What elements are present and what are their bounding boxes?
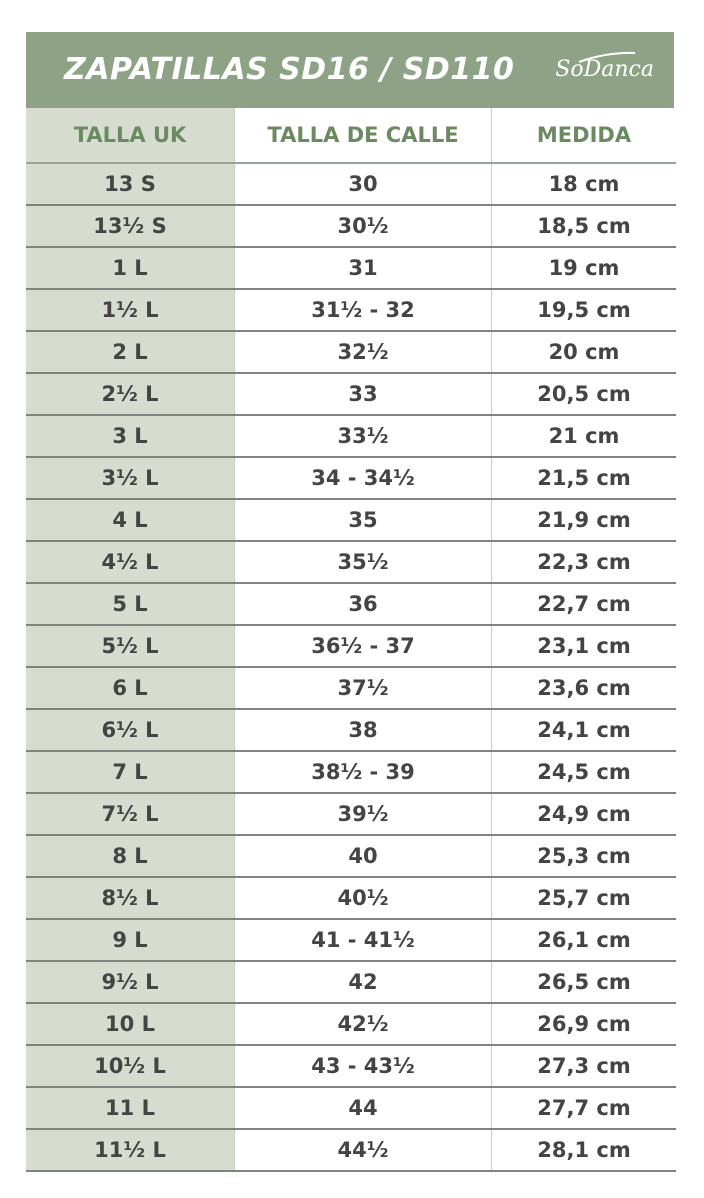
cell-street-size: 31½ - 32 bbox=[235, 289, 492, 331]
table-row bbox=[26, 583, 676, 625]
cell-measure: 22,3 cm bbox=[492, 541, 677, 583]
cell-measure: 27,3 cm bbox=[492, 1045, 677, 1087]
cell-measure: 27,7 cm bbox=[492, 1087, 677, 1129]
cell-street-size: 34 - 34½ bbox=[235, 457, 492, 499]
cell-measure: 18,5 cm bbox=[492, 205, 677, 247]
table-row bbox=[26, 1003, 676, 1045]
cell-measure: 26,1 cm bbox=[492, 919, 677, 961]
table-row bbox=[26, 709, 676, 751]
cell-measure: 26,9 cm bbox=[492, 1003, 677, 1045]
cell-measure: 23,1 cm bbox=[492, 625, 677, 667]
size-chart bbox=[26, 32, 674, 1172]
table-row bbox=[26, 205, 676, 247]
cell-street-size: 30½ bbox=[235, 205, 492, 247]
cell-measure: 20 cm bbox=[492, 331, 677, 373]
cell-uk-size: 2½ L bbox=[26, 373, 235, 415]
cell-street-size: 36½ - 37 bbox=[235, 625, 492, 667]
cell-street-size: 33 bbox=[235, 373, 492, 415]
cell-measure: 24,1 cm bbox=[492, 709, 677, 751]
table-row bbox=[26, 373, 676, 415]
table-row bbox=[26, 961, 676, 1003]
table-row bbox=[26, 751, 676, 793]
chart-title: ZAPATILLAS SD16 / SD110 bbox=[64, 52, 515, 87]
table-row bbox=[26, 1087, 676, 1129]
cell-street-size: 38½ - 39 bbox=[235, 751, 492, 793]
cell-uk-size: 11½ L bbox=[26, 1129, 235, 1171]
cell-uk-size: 7½ L bbox=[26, 793, 235, 835]
cell-measure: 24,9 cm bbox=[492, 793, 677, 835]
cell-street-size: 36 bbox=[235, 583, 492, 625]
table-row bbox=[26, 331, 676, 373]
table-row bbox=[26, 499, 676, 541]
cell-measure: 20,5 cm bbox=[492, 373, 677, 415]
column-header-uk-size: TALLA UK bbox=[26, 108, 235, 163]
cell-street-size: 42 bbox=[235, 961, 492, 1003]
cell-uk-size: 8 L bbox=[26, 835, 235, 877]
cell-measure: 21 cm bbox=[492, 415, 677, 457]
table-row bbox=[26, 415, 676, 457]
cell-uk-size: 13½ S bbox=[26, 205, 235, 247]
cell-measure: 19,5 cm bbox=[492, 289, 677, 331]
cell-uk-size: 7 L bbox=[26, 751, 235, 793]
cell-measure: 28,1 cm bbox=[492, 1129, 677, 1171]
cell-uk-size: 4½ L bbox=[26, 541, 235, 583]
cell-street-size: 42½ bbox=[235, 1003, 492, 1045]
cell-street-size: 44½ bbox=[235, 1129, 492, 1171]
cell-street-size: 30 bbox=[235, 163, 492, 205]
cell-measure: 23,6 cm bbox=[492, 667, 677, 709]
cell-uk-size: 10½ L bbox=[26, 1045, 235, 1087]
cell-street-size: 37½ bbox=[235, 667, 492, 709]
cell-street-size: 35½ bbox=[235, 541, 492, 583]
cell-uk-size: 9½ L bbox=[26, 961, 235, 1003]
logo-swoosh-icon bbox=[577, 50, 637, 64]
cell-uk-size: 5½ L bbox=[26, 625, 235, 667]
title-bar bbox=[26, 32, 674, 108]
table-row bbox=[26, 457, 676, 499]
cell-uk-size: 10 L bbox=[26, 1003, 235, 1045]
table-row bbox=[26, 835, 676, 877]
cell-street-size: 40½ bbox=[235, 877, 492, 919]
table-row bbox=[26, 541, 676, 583]
table-row bbox=[26, 877, 676, 919]
cell-measure: 25,3 cm bbox=[492, 835, 677, 877]
cell-uk-size: 4 L bbox=[26, 499, 235, 541]
table-row bbox=[26, 625, 676, 667]
cell-street-size: 32½ bbox=[235, 331, 492, 373]
cell-measure: 19 cm bbox=[492, 247, 677, 289]
logo-text: SoDanca bbox=[555, 57, 654, 82]
cell-uk-size: 3 L bbox=[26, 415, 235, 457]
cell-street-size: 40 bbox=[235, 835, 492, 877]
table-row bbox=[26, 919, 676, 961]
size-table bbox=[26, 108, 676, 1172]
cell-uk-size: 6 L bbox=[26, 667, 235, 709]
cell-uk-size: 2 L bbox=[26, 331, 235, 373]
cell-street-size: 39½ bbox=[235, 793, 492, 835]
column-header-street-size: TALLA DE CALLE bbox=[235, 108, 492, 163]
cell-uk-size: 11 L bbox=[26, 1087, 235, 1129]
cell-uk-size: 1½ L bbox=[26, 289, 235, 331]
cell-street-size: 44 bbox=[235, 1087, 492, 1129]
cell-measure: 22,7 cm bbox=[492, 583, 677, 625]
header-row bbox=[26, 108, 676, 163]
cell-measure: 26,5 cm bbox=[492, 961, 677, 1003]
sodanca-logo bbox=[555, 32, 654, 108]
cell-measure: 24,5 cm bbox=[492, 751, 677, 793]
cell-street-size: 35 bbox=[235, 499, 492, 541]
cell-uk-size: 13 S bbox=[26, 163, 235, 205]
cell-uk-size: 6½ L bbox=[26, 709, 235, 751]
cell-uk-size: 3½ L bbox=[26, 457, 235, 499]
cell-uk-size: 1 L bbox=[26, 247, 235, 289]
cell-measure: 25,7 cm bbox=[492, 877, 677, 919]
table-row bbox=[26, 1045, 676, 1087]
cell-measure: 21,9 cm bbox=[492, 499, 677, 541]
table-row bbox=[26, 1129, 676, 1171]
cell-uk-size: 8½ L bbox=[26, 877, 235, 919]
table-row bbox=[26, 667, 676, 709]
column-header-measure: MEDIDA bbox=[492, 108, 677, 163]
cell-street-size: 38 bbox=[235, 709, 492, 751]
table-row bbox=[26, 793, 676, 835]
cell-street-size: 33½ bbox=[235, 415, 492, 457]
cell-uk-size: 9 L bbox=[26, 919, 235, 961]
cell-street-size: 31 bbox=[235, 247, 492, 289]
cell-street-size: 43 - 43½ bbox=[235, 1045, 492, 1087]
table-row bbox=[26, 289, 676, 331]
cell-measure: 21,5 cm bbox=[492, 457, 677, 499]
cell-measure: 18 cm bbox=[492, 163, 677, 205]
table-row bbox=[26, 247, 676, 289]
cell-uk-size: 5 L bbox=[26, 583, 235, 625]
table-row bbox=[26, 163, 676, 205]
cell-street-size: 41 - 41½ bbox=[235, 919, 492, 961]
